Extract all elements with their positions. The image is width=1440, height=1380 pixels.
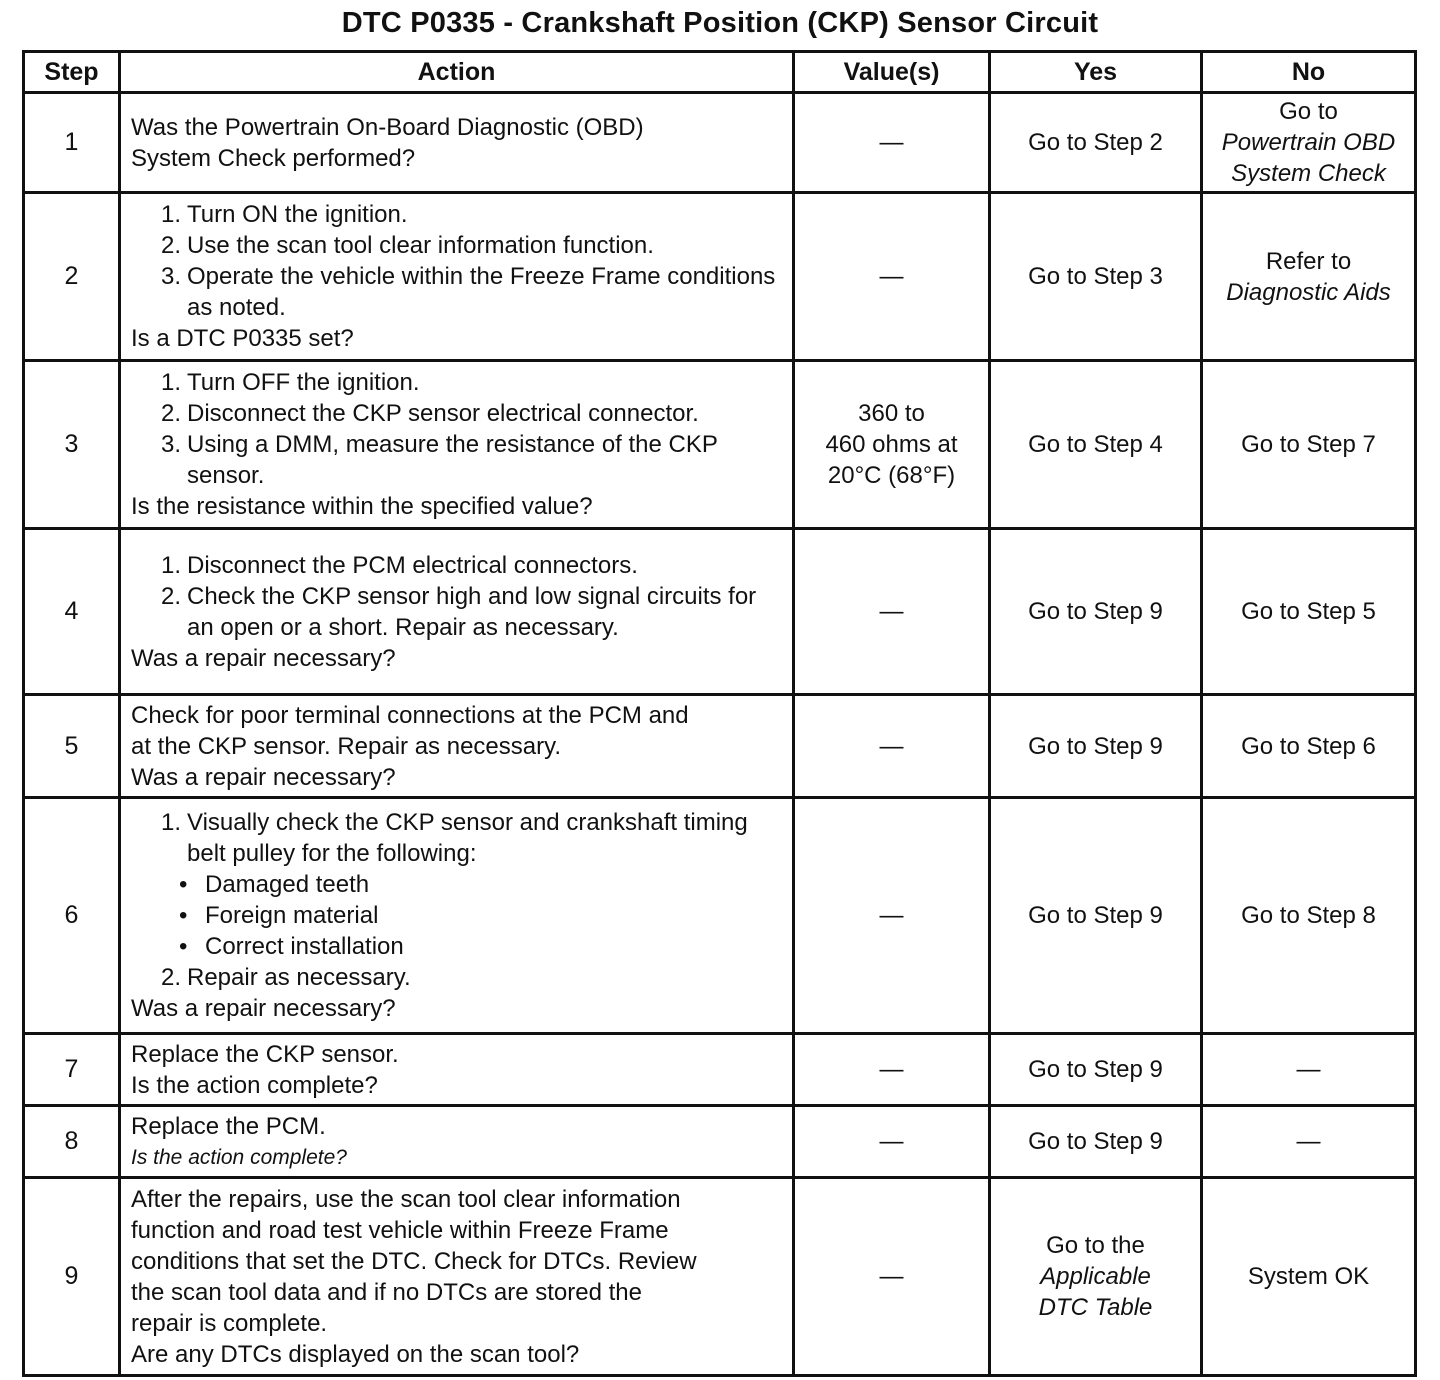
no-cell: Go to Step 6 [1202,695,1416,798]
list-item [131,367,782,398]
step-number: 1 [24,93,120,193]
bullet-list [131,869,782,962]
action-text: function and road test vehicle within Freeze Frame [131,1216,669,1244]
table-row [24,1106,1416,1178]
yes-cell: Go to Step 9 [990,1034,1202,1106]
step-number: 5 [24,695,120,798]
action-question: Are any DTCs displayed on the scan tool? [131,1340,580,1368]
list-item [131,230,782,261]
value-text: 360 to [858,400,925,427]
table-row [24,361,1416,529]
item-text: Check the CKP sensor high and low signal circuits for an open or a short. Repair as necessary. [187,582,757,641]
value-cell: — [794,695,990,798]
action-question: Is the action complete? [131,1071,378,1099]
action-text: repair is complete. [131,1309,328,1337]
value-cell: — [794,798,990,1034]
table-row [24,798,1416,1034]
list-item [131,261,782,323]
list-item [131,429,782,491]
numbered-list [131,807,782,869]
item-text: Operate the vehicle within the Freeze Frame conditions as noted. [187,263,776,321]
yes-cell: Go to Step 9 [990,529,1202,695]
step-number: 2 [24,193,120,361]
yes-cell: Go to Step 9 [990,798,1202,1034]
list-item [131,807,782,869]
item-number: 2. [160,232,181,259]
item-number: 2. [160,582,181,610]
item-number: 1. [160,809,181,836]
no-link: Powertrain OBD [1221,129,1396,156]
yes-cell [990,1178,1202,1376]
value-cell: — [794,1034,990,1106]
list-item [131,199,782,230]
action-text: After the repairs, use the scan tool clear information [131,1185,681,1213]
header-value: Value(s) [794,52,990,93]
value-text: 20°C (68°F) [827,462,956,489]
action-cell [120,695,794,798]
item-text: Disconnect the CKP sensor electrical connector. [187,400,699,427]
bullet-icon: • [179,902,188,929]
table-row [24,93,1416,193]
yes-link: Applicable [1040,1263,1151,1290]
no-cell: — [1202,1106,1416,1178]
numbered-list [131,550,782,643]
action-question: Was a repair necessary? [131,995,396,1022]
action-question: Is a DTC P0335 set? [131,325,354,352]
header-action: Action [120,52,794,93]
item-text: Turn ON the ignition. [187,201,408,228]
action-cell [120,361,794,529]
no-cell: Go to Step 5 [1202,529,1416,695]
list-item [131,962,782,993]
action-cell [120,1034,794,1106]
item-number: 3. [160,263,181,290]
item-text: Disconnect the PCM electrical connectors. [187,551,638,579]
step-number: 6 [24,798,120,1034]
numbered-list [131,962,782,993]
numbered-list [131,199,782,323]
value-cell: — [794,529,990,695]
yes-cell: Go to Step 4 [990,361,1202,529]
value-cell: — [794,1178,990,1376]
value-cell: — [794,93,990,193]
item-number: 1. [160,369,181,396]
table-row [24,695,1416,798]
action-text: Replace the PCM. [131,1112,326,1140]
step-number: 4 [24,529,120,695]
action-text: Was the Powertrain On-Board Diagnostic (OBD) [131,113,644,141]
table-row [24,1178,1416,1376]
item-number: 1. [160,551,181,579]
action-cell [120,798,794,1034]
no-link: Diagnostic Aids [1226,278,1391,306]
bullet-icon: • [179,871,188,898]
item-text: Turn OFF the ignition. [187,369,420,396]
header-no: No [1202,52,1416,93]
bullet-icon: • [179,933,188,960]
bullet-text: Foreign material [205,902,379,929]
page-title: DTC P0335 - Crankshaft Position (CKP) Sensor Circuit [341,7,1099,39]
action-text: Check for poor terminal connections at the PCM and [131,701,689,729]
yes-text: Go to the [1046,1232,1145,1259]
value-cell [794,361,990,529]
no-cell [1202,193,1416,361]
no-cell: — [1202,1034,1416,1106]
yes-cell: Go to Step 2 [990,93,1202,193]
step-number: 7 [24,1034,120,1106]
yes-link: DTC Table [1038,1294,1153,1321]
table-row [24,1034,1416,1106]
step-number: 8 [24,1106,120,1178]
item-number: 2. [160,400,181,427]
step-number: 3 [24,361,120,529]
item-text: Visually check the CKP sensor and crankshaft timing belt pulley for the following: [187,809,748,867]
no-cell: System OK [1202,1178,1416,1376]
list-item [131,398,782,429]
bullet-text: Correct installation [205,933,404,960]
item-text: Using a DMM, measure the resistance of the CKP sensor. [187,431,718,489]
header-row [24,52,1416,93]
item-number: 3. [160,431,181,458]
no-text: Refer to [1265,247,1352,275]
yes-cell: Go to Step 9 [990,1106,1202,1178]
action-text: System Check performed? [131,144,416,172]
no-text: Go to [1279,98,1338,125]
bullet-item [179,900,782,931]
action-question: Is the action complete? [131,1145,347,1169]
bullet-text: Damaged teeth [205,871,370,898]
action-cell [120,1178,794,1376]
action-cell [120,93,794,193]
list-item [131,581,782,643]
dtc-table [22,50,1417,1377]
header-yes: Yes [990,52,1202,93]
action-text: Replace the CKP sensor. [131,1040,399,1068]
item-number: 1. [160,201,181,228]
action-question: Is the resistance within the specified value? [131,493,593,520]
no-cell [1202,93,1416,193]
value-text: 460 ohms at [825,431,958,458]
action-text: conditions that set the DTC. Check for DTCs. Review [131,1247,697,1275]
yes-cell: Go to Step 9 [990,695,1202,798]
value-cell: — [794,1106,990,1178]
action-question: Was a repair necessary? [131,763,396,791]
no-link: System Check [1231,160,1386,187]
table-row [24,193,1416,361]
action-text: the scan tool data and if no DTCs are stored the [131,1278,642,1306]
table-row [24,529,1416,695]
action-question: Was a repair necessary? [131,644,396,672]
no-cell: Go to Step 8 [1202,798,1416,1034]
step-number: 9 [24,1178,120,1376]
no-cell: Go to Step 7 [1202,361,1416,529]
yes-cell: Go to Step 3 [990,193,1202,361]
numbered-list [131,367,782,491]
item-number: 2. [160,964,181,991]
list-item [131,550,782,581]
item-text: Use the scan tool clear information function. [187,232,654,259]
action-text: at the CKP sensor. Repair as necessary. [131,732,561,760]
header-step: Step [24,52,120,93]
bullet-item [179,869,782,900]
item-text: Repair as necessary. [187,964,411,991]
value-cell: — [794,193,990,361]
action-cell [120,193,794,361]
action-cell [120,1106,794,1178]
action-cell [120,529,794,695]
bullet-item [179,931,782,962]
